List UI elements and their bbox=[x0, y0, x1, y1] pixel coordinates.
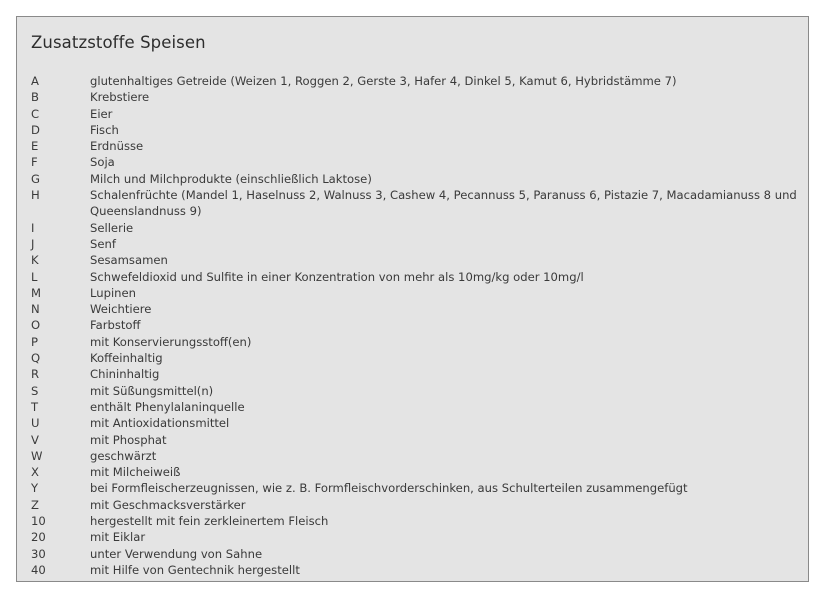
item-description: geschwärzt bbox=[90, 448, 157, 463]
item-code: A bbox=[31, 74, 39, 88]
list-item bbox=[31, 122, 801, 138]
item-code: 40 bbox=[31, 562, 46, 577]
list-item bbox=[31, 285, 801, 301]
item-code: L bbox=[31, 269, 38, 284]
item-code: B bbox=[31, 90, 39, 105]
item-code: U bbox=[31, 416, 40, 431]
list-item bbox=[31, 334, 801, 350]
item-description: Schwefeldioxid und Sulfite in einer Konzentration von mehr als 10mg/kg oder 10mg/l bbox=[90, 269, 584, 284]
item-description: Fisch bbox=[90, 122, 119, 137]
list-item bbox=[31, 497, 801, 513]
item-description: hergestellt mit fein zerkleinertem Fleisch bbox=[90, 514, 329, 529]
list-item bbox=[31, 399, 801, 415]
list-item bbox=[31, 236, 801, 252]
list-item bbox=[31, 252, 801, 268]
item-description: mit Geschmacksverstärker bbox=[90, 497, 246, 512]
page-title: Zusatzstoffe Speisen bbox=[31, 33, 206, 52]
list-item bbox=[31, 383, 801, 399]
list-item bbox=[31, 187, 801, 220]
list-item bbox=[31, 220, 801, 236]
item-code: I bbox=[31, 220, 35, 235]
item-description: Lupinen bbox=[90, 285, 137, 300]
item-description: Schalenfrüchte (Mandel 1, Haselnuss 2, Walnuss 3, Cashew 4, Pecannuss 5, Paranuss 6, Pistazie 7, Macadamianuss 8 und Queenslandnuss 9) bbox=[90, 188, 797, 219]
item-description: Krebstiere bbox=[90, 90, 150, 105]
list-item bbox=[31, 89, 801, 105]
item-code: 10 bbox=[31, 514, 46, 529]
list-item bbox=[31, 73, 801, 89]
item-code: E bbox=[31, 139, 39, 154]
list-item bbox=[31, 448, 801, 464]
item-code: 30 bbox=[31, 546, 46, 561]
item-description: Koffeinhaltig bbox=[90, 351, 163, 366]
item-code: R bbox=[31, 367, 40, 382]
list-item bbox=[31, 171, 801, 187]
list-item bbox=[31, 464, 801, 480]
item-description: mit Konservierungsstoff(en) bbox=[90, 334, 252, 349]
list-item bbox=[31, 350, 801, 366]
item-code: P bbox=[31, 334, 38, 349]
item-code: N bbox=[31, 302, 40, 317]
item-code: C bbox=[31, 106, 40, 121]
item-code: T bbox=[31, 399, 39, 414]
item-description: Weichtiere bbox=[90, 302, 152, 317]
list-item bbox=[31, 513, 801, 529]
item-description: Soja bbox=[90, 155, 115, 170]
list-item bbox=[31, 154, 801, 170]
item-description: mit Phosphat bbox=[90, 432, 167, 447]
item-description: Sesamsamen bbox=[90, 253, 168, 268]
item-description: Eier bbox=[90, 106, 113, 121]
item-code: F bbox=[31, 155, 38, 170]
item-description: unter Verwendung von Sahne bbox=[90, 546, 263, 561]
list-item bbox=[31, 415, 801, 431]
item-code: S bbox=[31, 383, 39, 398]
list-item bbox=[31, 269, 801, 285]
item-description: Chininhaltig bbox=[90, 367, 160, 382]
list-item bbox=[31, 317, 801, 333]
list-item bbox=[31, 562, 801, 578]
item-code: V bbox=[31, 432, 39, 447]
item-code: 20 bbox=[31, 530, 46, 545]
list-item bbox=[31, 546, 801, 562]
item-description: enthält Phenylalaninquelle bbox=[90, 399, 245, 414]
item-code: M bbox=[31, 285, 42, 300]
item-description: mit Hilfe von Gentechnik hergestellt bbox=[90, 562, 300, 577]
item-description: glutenhaltiges Getreide (Weizen 1, Roggen 2, Gerste 3, Hafer 4, Dinkel 5, Kamut 6, Hybridstämme 7) bbox=[90, 74, 677, 88]
item-code: X bbox=[31, 465, 39, 480]
additives-list bbox=[31, 73, 801, 578]
list-item bbox=[31, 432, 801, 448]
item-description: mit Eiklar bbox=[90, 530, 146, 545]
item-code: K bbox=[31, 253, 39, 268]
item-code: Q bbox=[31, 351, 41, 366]
list-item bbox=[31, 366, 801, 382]
additives-panel bbox=[16, 16, 809, 582]
item-description: mit Süßungsmittel(n) bbox=[90, 383, 214, 398]
item-code: Z bbox=[31, 497, 39, 512]
item-code: W bbox=[31, 448, 43, 463]
item-description: bei Formfleischerzeugnissen, wie z. B. Formfleischvorderschinken, aus Schulterteilen zusammengefügt bbox=[90, 481, 688, 496]
list-item bbox=[31, 480, 801, 496]
list-item bbox=[31, 529, 801, 545]
item-code: D bbox=[31, 122, 40, 137]
item-code: G bbox=[31, 171, 40, 186]
item-description: Erdnüsse bbox=[90, 139, 144, 154]
item-description: Farbstoff bbox=[90, 318, 141, 333]
item-code: H bbox=[31, 188, 40, 203]
item-code: O bbox=[31, 318, 41, 333]
item-description: mit Milcheiweiß bbox=[90, 465, 181, 480]
item-code: Y bbox=[31, 481, 39, 496]
list-item bbox=[31, 138, 801, 154]
item-code: J bbox=[31, 236, 35, 251]
item-description: Senf bbox=[90, 236, 116, 251]
list-item bbox=[31, 106, 801, 122]
list-item bbox=[31, 301, 801, 317]
item-description: Sellerie bbox=[90, 220, 134, 235]
item-description: Milch und Milchprodukte (einschließlich Laktose) bbox=[90, 171, 372, 186]
item-description: mit Antioxidationsmittel bbox=[90, 416, 230, 431]
